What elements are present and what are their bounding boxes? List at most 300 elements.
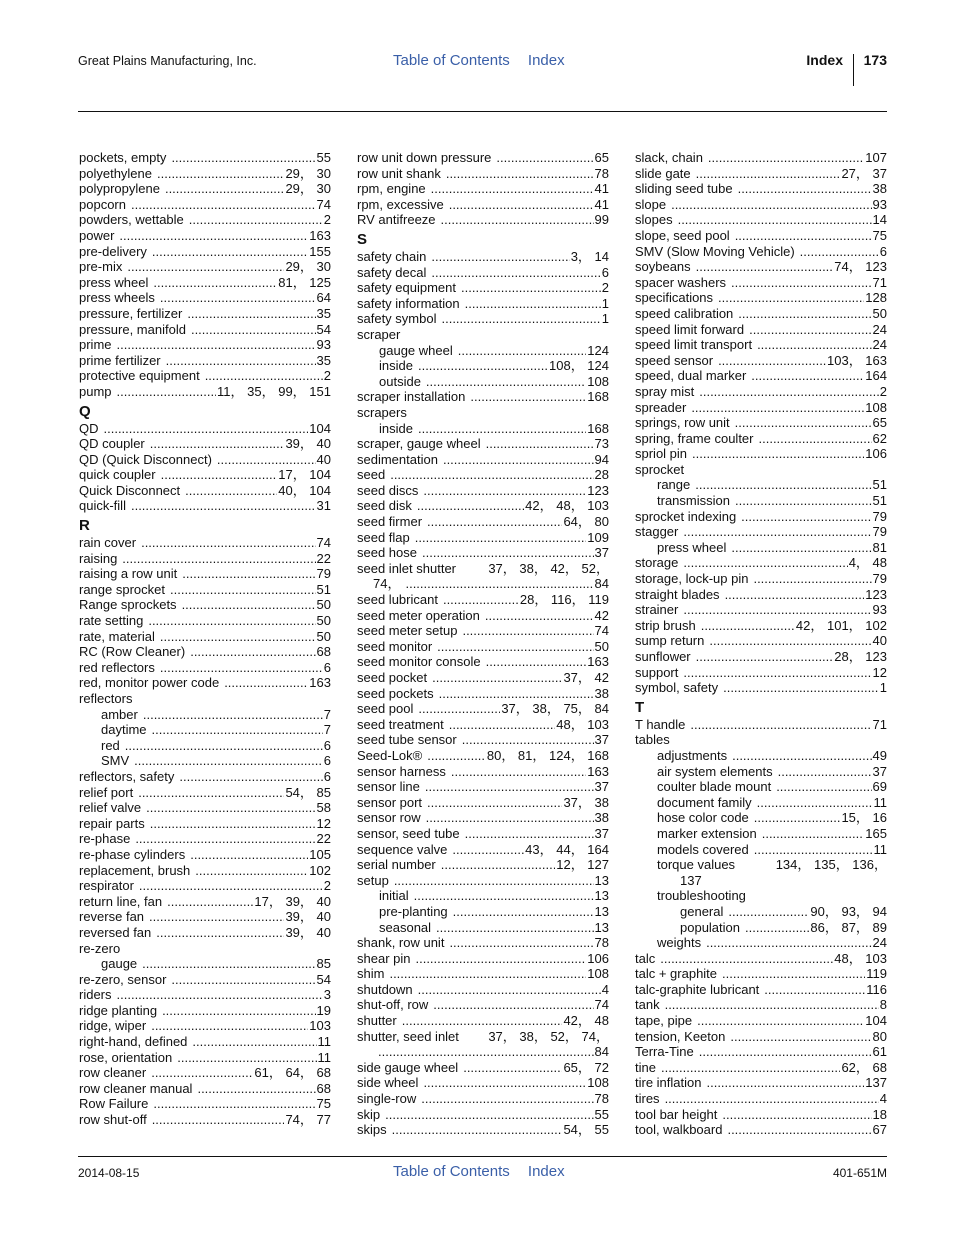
index-entry[interactable] xyxy=(635,555,887,571)
index-entry[interactable] xyxy=(357,561,609,577)
page-references[interactable]: 163 xyxy=(587,763,609,779)
index-entry[interactable] xyxy=(79,972,331,988)
index-entry[interactable] xyxy=(635,493,887,509)
index-entry[interactable] xyxy=(357,873,609,889)
page-references[interactable]: 37 xyxy=(594,825,609,841)
page-references[interactable]: 4 xyxy=(879,1091,887,1107)
index-entry[interactable] xyxy=(635,509,887,525)
index-entry[interactable] xyxy=(79,566,331,582)
page-references[interactable]: 93 xyxy=(316,337,331,353)
index-entry[interactable] xyxy=(357,639,609,655)
index-entry[interactable] xyxy=(635,1091,887,1107)
page-references[interactable]: 108 xyxy=(587,373,609,389)
page-references[interactable]: 42， 101， 102 xyxy=(795,617,887,633)
index-entry[interactable] xyxy=(357,935,609,951)
page-references[interactable]: 28， 116， 119 xyxy=(519,592,609,608)
index-entry[interactable] xyxy=(357,467,609,483)
page-references[interactable]: 124 xyxy=(587,342,609,358)
page-references[interactable]: 2 xyxy=(601,280,609,296)
page-references[interactable]: 108， 124 xyxy=(549,358,609,374)
index-entry[interactable] xyxy=(635,920,887,936)
index-entry[interactable] xyxy=(79,785,331,801)
index-entry[interactable] xyxy=(79,1081,331,1097)
page-references[interactable]: 105 xyxy=(309,846,331,862)
index-entry[interactable] xyxy=(635,275,887,291)
index-entry[interactable] xyxy=(79,244,331,260)
index-entry[interactable] xyxy=(357,951,609,967)
index-entry[interactable] xyxy=(635,462,887,478)
page-references[interactable]: 29， 30 xyxy=(285,181,331,197)
index-entry[interactable] xyxy=(635,810,887,826)
index-entry[interactable] xyxy=(79,181,331,197)
page-references[interactable]: 42， 48， 103 xyxy=(525,498,609,514)
page-references[interactable]: 123 xyxy=(865,586,887,602)
index-entry[interactable] xyxy=(635,1122,887,1138)
page-references[interactable]: 74， 77 xyxy=(285,1112,331,1128)
table-of-contents-link[interactable]: Table of Contents xyxy=(393,52,510,69)
index-entry[interactable] xyxy=(357,732,609,748)
page-references[interactable]: 106 xyxy=(587,950,609,966)
index-entry[interactable] xyxy=(357,904,609,920)
page-references[interactable]: 79 xyxy=(872,524,887,540)
page-references[interactable]: 7 xyxy=(323,722,331,738)
page-references[interactable]: 28 xyxy=(594,467,609,483)
index-entry[interactable] xyxy=(635,951,887,967)
page-references[interactable]: 55 xyxy=(594,1106,609,1122)
index-entry[interactable] xyxy=(79,452,331,468)
page-references[interactable]: 12， 127 xyxy=(556,857,609,873)
index-entry[interactable] xyxy=(635,857,887,873)
index-entry[interactable] xyxy=(635,764,887,780)
index-entry[interactable] xyxy=(635,935,887,951)
page-references[interactable]: 65， 72 xyxy=(563,1059,609,1075)
page-references[interactable]: 50 xyxy=(594,638,609,654)
index-entry[interactable] xyxy=(635,524,887,540)
index-entry[interactable] xyxy=(79,816,331,832)
page-references[interactable]: 50 xyxy=(316,597,331,613)
index-entry[interactable] xyxy=(79,722,331,738)
page-references[interactable]: 24 xyxy=(872,321,887,337)
page-references[interactable]: 51 xyxy=(316,581,331,597)
index-entry[interactable] xyxy=(635,873,887,889)
index-entry[interactable] xyxy=(357,374,609,390)
page-references[interactable]: 64， 80 xyxy=(563,514,609,530)
page-references[interactable]: 165 xyxy=(865,825,887,841)
page-references[interactable]: 78 xyxy=(594,165,609,181)
index-entry[interactable] xyxy=(357,1029,609,1045)
index-entry[interactable] xyxy=(357,1107,609,1123)
index-entry[interactable] xyxy=(357,181,609,197)
index-entry[interactable] xyxy=(357,327,609,343)
index-entry[interactable] xyxy=(357,997,609,1013)
page-references[interactable]: 38 xyxy=(594,685,609,701)
index-entry[interactable] xyxy=(357,1044,609,1060)
page-references[interactable]: 67 xyxy=(872,1122,887,1138)
page-references[interactable]: 58 xyxy=(316,800,331,816)
index-entry[interactable] xyxy=(357,483,609,499)
page-references[interactable]: 81 xyxy=(872,539,887,555)
page-references[interactable]: 108 xyxy=(587,966,609,982)
index-entry[interactable] xyxy=(635,1060,887,1076)
page-references[interactable]: 37， 38 xyxy=(563,794,609,810)
page-references[interactable]: 107 xyxy=(865,150,887,165)
index-entry[interactable] xyxy=(357,764,609,780)
index-entry[interactable] xyxy=(635,181,887,197)
index-entry[interactable] xyxy=(635,1013,887,1029)
page-references[interactable]: 64 xyxy=(316,290,331,306)
index-entry[interactable] xyxy=(79,1018,331,1034)
page-references[interactable]: 37 xyxy=(594,545,609,561)
index-entry[interactable] xyxy=(357,1091,609,1107)
page-references[interactable]: 78 xyxy=(594,935,609,951)
index-entry[interactable] xyxy=(357,810,609,826)
index-entry[interactable] xyxy=(635,982,887,998)
page-references[interactable]: 51 xyxy=(872,493,887,509)
page-references[interactable]: 2 xyxy=(323,212,331,228)
index-entry[interactable] xyxy=(357,452,609,468)
index-entry[interactable] xyxy=(357,389,609,405)
index-entry[interactable] xyxy=(635,306,887,322)
page-references[interactable]: 7 xyxy=(323,706,331,722)
index-entry[interactable] xyxy=(357,166,609,182)
index-entry[interactable] xyxy=(79,909,331,925)
page-references[interactable]: 61 xyxy=(872,1044,887,1060)
page-references[interactable]: 37 xyxy=(594,732,609,748)
page-references[interactable]: 137 xyxy=(865,1075,887,1091)
page-references[interactable]: 2 xyxy=(879,383,887,399)
page-references[interactable]: 109 xyxy=(587,529,609,545)
page-references[interactable]: 35 xyxy=(316,305,331,321)
index-entry[interactable] xyxy=(79,675,331,691)
page-references[interactable]: 11 xyxy=(317,1049,331,1065)
index-entry[interactable] xyxy=(357,920,609,936)
page-references[interactable]: 134， 135， 136， xyxy=(775,857,887,873)
index-entry[interactable] xyxy=(635,368,887,384)
index-entry[interactable] xyxy=(635,748,887,764)
page-references[interactable]: 40 xyxy=(872,633,887,649)
index-entry[interactable] xyxy=(79,660,331,676)
page-references[interactable]: 103 xyxy=(309,1018,331,1034)
index-link[interactable]: Index xyxy=(527,52,565,69)
index-entry[interactable] xyxy=(357,265,609,281)
index-entry[interactable] xyxy=(79,644,331,660)
index-entry[interactable] xyxy=(79,956,331,972)
index-entry[interactable] xyxy=(357,212,609,228)
index-entry[interactable] xyxy=(79,629,331,645)
page-references[interactable]: 116 xyxy=(866,981,887,997)
page-references[interactable]: 11 xyxy=(873,794,887,810)
index-entry[interactable] xyxy=(79,941,331,957)
index-entry[interactable] xyxy=(79,322,331,338)
page-references[interactable]: 93 xyxy=(872,602,887,618)
page-references[interactable]: 50 xyxy=(316,613,331,629)
index-entry[interactable] xyxy=(635,477,887,493)
index-entry[interactable] xyxy=(79,483,331,499)
index-entry[interactable] xyxy=(79,1003,331,1019)
index-entry[interactable] xyxy=(357,779,609,795)
page-references[interactable]: 38 xyxy=(872,181,887,197)
index-entry[interactable] xyxy=(79,738,331,754)
page-references[interactable]: 164 xyxy=(865,368,887,384)
page-references[interactable]: 11 xyxy=(317,1034,331,1050)
index-entry[interactable] xyxy=(357,1060,609,1076)
index-entry[interactable] xyxy=(635,587,887,603)
index-entry[interactable] xyxy=(79,878,331,894)
index-entry[interactable] xyxy=(357,197,609,213)
page-references[interactable]: 41 xyxy=(594,181,609,197)
page-references[interactable]: 163 xyxy=(309,675,331,691)
page-references[interactable]: 43， 44， 164 xyxy=(525,841,609,857)
index-entry[interactable] xyxy=(635,212,887,228)
page-references[interactable]: 24 xyxy=(872,337,887,353)
page-references[interactable]: 13 xyxy=(594,872,609,888)
index-entry[interactable] xyxy=(357,421,609,437)
index-entry[interactable] xyxy=(357,1013,609,1029)
page-references[interactable]: 18 xyxy=(872,1106,887,1122)
index-entry[interactable] xyxy=(79,551,331,567)
page-references[interactable]: 93 xyxy=(872,196,887,212)
page-references[interactable]: 99 xyxy=(594,212,609,228)
index-entry[interactable] xyxy=(357,670,609,686)
index-entry[interactable] xyxy=(79,582,331,598)
page-references[interactable]: 103， 163 xyxy=(827,352,887,368)
page-references[interactable]: 6 xyxy=(601,264,609,280)
index-entry[interactable] xyxy=(79,691,331,707)
index-entry[interactable] xyxy=(357,966,609,982)
index-entry[interactable] xyxy=(357,296,609,312)
page-references[interactable]: 6 xyxy=(323,753,331,769)
index-entry[interactable] xyxy=(79,597,331,613)
page-references[interactable]: 168 xyxy=(587,420,609,436)
page-references[interactable]: 74 xyxy=(594,997,609,1013)
index-entry[interactable] xyxy=(79,1065,331,1081)
page-references[interactable]: 61， 64， 68 xyxy=(254,1065,331,1081)
index-entry[interactable] xyxy=(357,405,609,421)
index-entry[interactable] xyxy=(635,228,887,244)
index-entry[interactable] xyxy=(357,1122,609,1138)
index-entry[interactable] xyxy=(357,545,609,561)
index-entry[interactable] xyxy=(635,633,887,649)
page-references[interactable]: 49 xyxy=(872,747,887,763)
page-references[interactable]: 3， 14 xyxy=(570,248,609,264)
index-entry[interactable] xyxy=(635,150,887,166)
index-entry[interactable] xyxy=(635,842,887,858)
index-entry[interactable] xyxy=(357,150,609,166)
page-references[interactable]: 13 xyxy=(594,903,609,919)
index-entry[interactable] xyxy=(635,400,887,416)
page-references[interactable]: 104 xyxy=(309,420,331,436)
page-references[interactable]: 2 xyxy=(323,368,331,384)
table-of-contents-link[interactable]: Table of Contents xyxy=(393,1163,510,1180)
index-entry[interactable] xyxy=(357,280,609,296)
page-references[interactable]: 17， 104 xyxy=(278,467,331,483)
page-references[interactable]: 50 xyxy=(316,628,331,644)
index-entry[interactable] xyxy=(79,498,331,514)
page-references[interactable]: 119 xyxy=(866,966,887,982)
index-entry[interactable] xyxy=(79,769,331,785)
index-entry[interactable] xyxy=(635,571,887,587)
page-references[interactable]: 1 xyxy=(601,295,609,311)
page-references[interactable]: 94 xyxy=(594,451,609,467)
page-references[interactable]: 48， 103 xyxy=(834,950,887,966)
page-references[interactable]: 69 xyxy=(872,779,887,795)
page-references[interactable]: 54， 55 xyxy=(563,1122,609,1138)
page-references[interactable]: 51 xyxy=(872,477,887,493)
page-references[interactable]: 85 xyxy=(316,956,331,972)
index-entry[interactable] xyxy=(79,421,331,437)
index-entry[interactable] xyxy=(357,795,609,811)
page-references[interactable]: 37 xyxy=(594,779,609,795)
index-entry[interactable] xyxy=(635,1029,887,1045)
page-references[interactable]: 80， 81， 124， 168 xyxy=(486,747,609,763)
index-entry[interactable] xyxy=(79,436,331,452)
index-entry[interactable] xyxy=(357,857,609,873)
index-entry[interactable] xyxy=(79,753,331,769)
page-references[interactable]: 3 xyxy=(323,987,331,1003)
page-references[interactable]: 6 xyxy=(323,659,331,675)
index-entry[interactable] xyxy=(635,446,887,462)
page-references[interactable]: 155 xyxy=(309,243,331,259)
page-references[interactable]: 84 xyxy=(594,576,609,592)
index-entry[interactable] xyxy=(635,259,887,275)
index-entry[interactable] xyxy=(79,894,331,910)
index-entry[interactable] xyxy=(357,358,609,374)
page-references[interactable]: 68 xyxy=(316,1080,331,1096)
index-entry[interactable] xyxy=(79,467,331,483)
index-entry[interactable] xyxy=(79,1034,331,1050)
page-references[interactable]: 37 xyxy=(872,763,887,779)
index-entry[interactable] xyxy=(357,748,609,764)
index-entry[interactable] xyxy=(357,842,609,858)
page-references[interactable]: 71 xyxy=(872,716,887,732)
page-references[interactable]: 74 xyxy=(316,196,331,212)
page-references[interactable]: 4 xyxy=(601,981,609,997)
page-references[interactable]: 2 xyxy=(323,878,331,894)
page-references[interactable]: 24 xyxy=(872,935,887,951)
page-references[interactable]: 54， 85 xyxy=(285,784,331,800)
page-references[interactable]: 55 xyxy=(316,150,331,165)
index-entry[interactable] xyxy=(635,888,887,904)
page-references[interactable]: 17， 39， 40 xyxy=(254,893,331,909)
index-entry[interactable] xyxy=(357,982,609,998)
index-entry[interactable] xyxy=(357,311,609,327)
index-entry[interactable] xyxy=(357,717,609,733)
page-references[interactable]: 102 xyxy=(309,862,331,878)
index-entry[interactable] xyxy=(635,431,887,447)
index-entry[interactable] xyxy=(79,166,331,182)
index-entry[interactable] xyxy=(79,535,331,551)
page-references[interactable]: 48， 103 xyxy=(556,716,609,732)
page-references[interactable]: 1 xyxy=(601,311,609,327)
page-references[interactable]: 35 xyxy=(316,352,331,368)
page-references[interactable]: 163 xyxy=(587,654,609,670)
index-entry[interactable] xyxy=(635,997,887,1013)
page-references[interactable]: 31 xyxy=(316,498,331,514)
page-references[interactable]: 163 xyxy=(309,227,331,243)
page-references[interactable]: 128 xyxy=(865,290,887,306)
index-entry[interactable] xyxy=(79,228,331,244)
page-references[interactable]: 6 xyxy=(323,737,331,753)
page-references[interactable]: 13 xyxy=(594,919,609,935)
page-references[interactable]: 12 xyxy=(872,664,887,680)
page-references[interactable]: 29， 30 xyxy=(285,259,331,275)
page-references[interactable]: 78 xyxy=(594,1091,609,1107)
index-entry[interactable] xyxy=(357,592,609,608)
index-entry[interactable] xyxy=(79,987,331,1003)
page-references[interactable]: 73 xyxy=(594,436,609,452)
page-references[interactable]: 84 xyxy=(594,1044,609,1060)
index-entry[interactable] xyxy=(635,337,887,353)
page-references[interactable]: 1 xyxy=(879,680,887,696)
index-entry[interactable] xyxy=(79,707,331,723)
page-references[interactable]: 50 xyxy=(872,305,887,321)
page-references[interactable]: 79 xyxy=(316,566,331,582)
page-references[interactable]: 22 xyxy=(316,550,331,566)
index-entry[interactable] xyxy=(357,498,609,514)
page-references[interactable]: 71 xyxy=(872,274,887,290)
page-references[interactable]: 6 xyxy=(879,243,887,259)
index-entry[interactable] xyxy=(357,530,609,546)
index-entry[interactable] xyxy=(79,337,331,353)
index-entry[interactable] xyxy=(635,618,887,634)
index-entry[interactable] xyxy=(79,863,331,879)
page-references[interactable]: 54 xyxy=(316,971,331,987)
page-references[interactable]: 11 xyxy=(873,841,887,857)
index-entry[interactable] xyxy=(635,1107,887,1123)
index-entry[interactable] xyxy=(635,602,887,618)
page-references[interactable]: 123 xyxy=(587,482,609,498)
page-references[interactable]: 62 xyxy=(872,430,887,446)
index-entry[interactable] xyxy=(635,649,887,665)
index-entry[interactable] xyxy=(79,306,331,322)
index-entry[interactable] xyxy=(635,540,887,556)
index-entry[interactable] xyxy=(357,249,609,265)
index-entry[interactable] xyxy=(635,415,887,431)
page-references[interactable]: 168 xyxy=(587,389,609,405)
index-entry[interactable] xyxy=(79,197,331,213)
page-references[interactable]: 28， 123 xyxy=(834,649,887,664)
page-references[interactable]: 79 xyxy=(872,508,887,524)
index-entry[interactable] xyxy=(635,717,887,733)
page-references[interactable]: 37， 38， 75， 84 xyxy=(501,701,609,717)
page-references[interactable]: 39， 40 xyxy=(285,436,331,452)
page-references[interactable]: 74 xyxy=(594,623,609,639)
page-references[interactable]: 6 xyxy=(323,768,331,784)
page-references[interactable]: 29， 30 xyxy=(285,165,331,181)
page-references[interactable]: 75 xyxy=(872,227,887,243)
page-references[interactable]: 39， 40 xyxy=(285,924,331,940)
index-entry[interactable] xyxy=(79,613,331,629)
page-references[interactable]: 4， 48 xyxy=(848,555,887,571)
page-references[interactable]: 8 xyxy=(879,997,887,1013)
page-references[interactable]: 81， 125 xyxy=(278,274,331,290)
index-entry[interactable] xyxy=(635,353,887,369)
index-entry[interactable] xyxy=(635,197,887,213)
page-references[interactable]: 74 xyxy=(316,535,331,551)
page-references[interactable]: 62， 68 xyxy=(841,1059,887,1075)
index-entry[interactable] xyxy=(79,212,331,228)
page-references[interactable]: 11， 35， 99， 151 xyxy=(217,383,331,399)
index-entry[interactable] xyxy=(635,665,887,681)
index-entry[interactable] xyxy=(635,826,887,842)
index-entry[interactable] xyxy=(357,608,609,624)
index-entry[interactable] xyxy=(635,322,887,338)
index-entry[interactable] xyxy=(357,343,609,359)
index-entry[interactable] xyxy=(635,779,887,795)
index-entry[interactable] xyxy=(635,732,887,748)
page-references[interactable]: 37， 42 xyxy=(563,670,609,685)
index-entry[interactable] xyxy=(357,436,609,452)
